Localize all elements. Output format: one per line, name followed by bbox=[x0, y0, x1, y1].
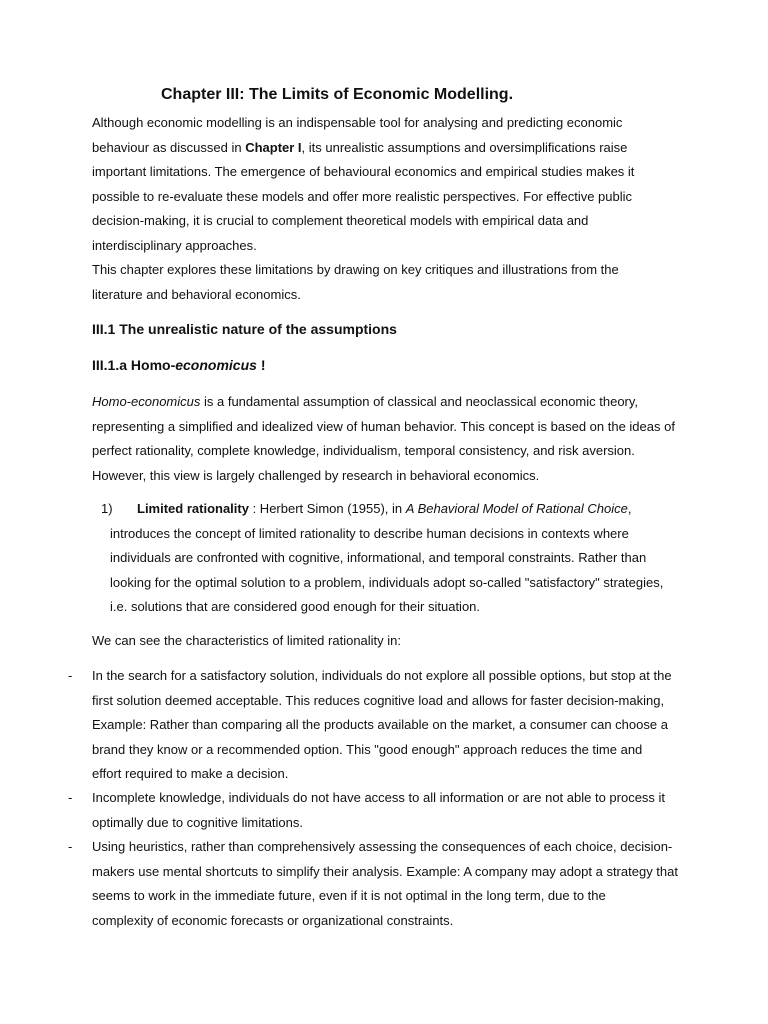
homo-economicus-paragraph bbox=[92, 390, 692, 488]
numbered-line-4: looking for the optimal solution to a problem, individuals adopt so-called "satisfactory" strategies, bbox=[110, 574, 664, 590]
characteristics-intro-text: We can see the characteristics of limited rationality in: bbox=[92, 633, 402, 648]
chapter-title: Chapter III: The Limits of Economic Modelling. bbox=[161, 86, 514, 103]
bullet-2-line-1: Incomplete knowledge, individuals do not have access to all information or are not able to process it bbox=[92, 790, 666, 805]
intro-line-6: interdisciplinary approaches. bbox=[92, 237, 257, 253]
bullet-marker-1: - bbox=[68, 668, 73, 683]
bullet-1-line-1: In the search for a satisfactory solution, individuals do not explore all possible options, but stop at the bbox=[92, 668, 672, 683]
numbered-line-5: i.e. solutions that are considered good enough for their situation. bbox=[110, 599, 481, 614]
intro-line-1: Although economic modelling is an indispensable tool for analysing and predicting economic bbox=[92, 115, 623, 130]
subsection-heading bbox=[92, 357, 266, 373]
limited-rationality-item bbox=[110, 497, 710, 620]
homo-line-1 bbox=[92, 390, 692, 415]
bullet-3-line-4: complexity of economic forecasts or organizational constraints. bbox=[92, 912, 454, 928]
bullet-2-line-2: optimally due to cognitive limitations. bbox=[92, 814, 303, 830]
bullet-marker-3: - bbox=[68, 839, 73, 854]
bullet-1-line-3: Example: Rather than comparing all the products available on the market, a consumer can choose a bbox=[92, 717, 668, 732]
intro-line-3: important limitations. The emergence of behavioural economics and empirical studies makes it bbox=[92, 164, 635, 179]
intro-line-4: possible to re-evaluate these models and offer more realistic perspectives. For effective public bbox=[92, 188, 633, 204]
intro-line-7: This chapter explores these limitations by drawing on key critiques and illustrations from the bbox=[92, 262, 619, 277]
bullet-1-line-2: first solution deemed acceptable. This reduces cognitive load and allows for faster decision-making, bbox=[92, 692, 665, 708]
intro-line-2 bbox=[92, 136, 692, 161]
numbered-line-2: introduces the concept of limited rationality to describe human decisions in contexts where bbox=[110, 525, 629, 541]
subsection-prefix: III.1.a Homo- bbox=[92, 357, 176, 373]
bullet-item-2 bbox=[92, 786, 692, 835]
homo-line-3: perfect rationality, complete knowledge, individualism, temporal consistency, and risk aversion. bbox=[92, 443, 635, 458]
list-number-1: 1) bbox=[101, 501, 113, 516]
intro-line-2-start: behaviour as discussed in bbox=[92, 139, 246, 155]
bullet-item-3 bbox=[92, 835, 692, 933]
intro-line-2-end: , its unrealistic assumptions and oversimplifications raise bbox=[301, 139, 628, 155]
intro-line-8: literature and behavioral economics. bbox=[92, 286, 301, 302]
subsection-suffix: ! bbox=[256, 357, 266, 373]
intro-paragraph bbox=[92, 111, 692, 307]
section-heading: III.1 The unrealistic nature of the assumptions bbox=[92, 321, 397, 337]
homo-line-1-rest: is a fundamental assumption of classical and neoclassical economic theory, bbox=[200, 394, 639, 409]
subsection-italic: economicus bbox=[175, 357, 257, 373]
bullet-3-line-3: seems to work in the immediate future, even if it is not optimal in the long term, due to the bbox=[92, 888, 606, 903]
homo-term: Homo-economicus bbox=[92, 394, 201, 409]
numbered-line-1 bbox=[110, 497, 710, 522]
bullet-1-line-4: brand they know or a recommended option. This "good enough" approach reduces the time and bbox=[92, 741, 643, 757]
bullet-3-line-2: makers use mental shortcuts to simplify their analysis. Example: A company may adopt a strategy that bbox=[92, 863, 678, 879]
numbered-line-3: individuals are confronted with cognitive, informational, and temporal constraints. Rather than bbox=[110, 550, 647, 565]
intro-line-5: decision-making, it is crucial to complement theoretical models with empirical data and bbox=[92, 213, 589, 228]
chapter-i-reference: Chapter I bbox=[245, 139, 302, 155]
homo-line-4: However, this view is largely challenged by research in behavioral economics. bbox=[92, 467, 540, 483]
homo-line-2: representing a simplified and idealized view of human behavior. This concept is based on the ideas of bbox=[92, 418, 675, 434]
bullet-3-line-1: Using heuristics, rather than comprehensively assessing the consequences of each choice, decision- bbox=[92, 839, 673, 854]
bullet-marker-2: - bbox=[68, 790, 73, 805]
bullet-1-line-5: effort required to make a decision. bbox=[92, 766, 289, 781]
book-title: A Behavioral Model of Rational Choice bbox=[405, 501, 628, 516]
numbered-line-1-mid: : Herbert Simon (1955), in bbox=[248, 501, 406, 516]
limited-rationality-term: Limited rationality bbox=[137, 501, 249, 516]
bullet-item-1 bbox=[92, 664, 692, 787]
characteristics-intro bbox=[92, 629, 692, 654]
numbered-line-1-end: , bbox=[627, 501, 632, 516]
